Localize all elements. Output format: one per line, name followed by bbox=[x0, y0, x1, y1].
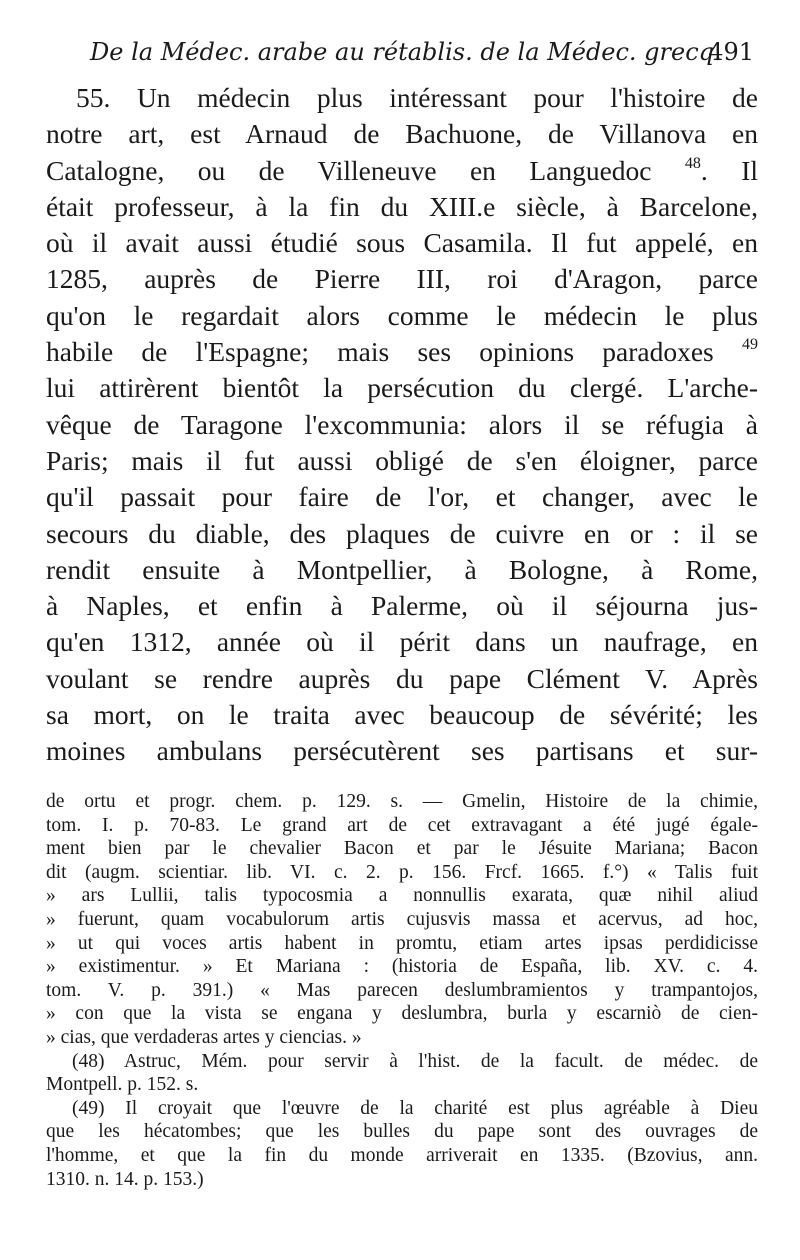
footnotes bbox=[46, 790, 758, 1191]
page-number: 491 bbox=[708, 38, 754, 66]
footnote-line: tom. V. p. 391.) « Mas parecen deslumbramientos y trampantojos, bbox=[46, 979, 758, 1001]
footnote-line: » cias, que verdaderas artes y ciencias. » bbox=[46, 1026, 362, 1048]
text-line: moines ambulans persécutèrent ses partisans et sur- bbox=[46, 735, 758, 767]
footnote-line: Montpell. p. 152. s. bbox=[46, 1074, 199, 1096]
footnote-line: (48) Astruc, Mém. pour servir à l'hist. de la facult. de médec. de bbox=[72, 1050, 758, 1072]
footnote-line: l'homme, et que la fin du monde arriverait en 1335. (Bzovius, ann. bbox=[46, 1144, 758, 1166]
footnote-line: tom. I. p. 70-83. Le grand art de cet extravagant a été jugé égale- bbox=[46, 814, 758, 836]
footnote-line: (49) Il croyait que l'œuvre de la charité est plus agréable à Dieu bbox=[72, 1097, 758, 1119]
footnote-line: » existimentur. » Et Mariana : (historia de España, lib. XV. c. 4. bbox=[46, 956, 758, 978]
text-line: vêque de Taragone l'excommunia: alors il se réfugia à bbox=[46, 408, 758, 440]
text-line: qu'on le regardait alors comme le médecin le plus bbox=[46, 299, 758, 331]
text-line-with-note-49 bbox=[46, 334, 758, 370]
running-head bbox=[46, 30, 758, 72]
text-line-with-note-48 bbox=[46, 153, 758, 189]
text-line: lui attirèrent bientôt la persécution du clergé. L'arche- bbox=[46, 372, 758, 404]
main-paragraph bbox=[46, 80, 758, 770]
running-head-title: De la Médec. arabe au rétablis. de la Médec. grecq. bbox=[90, 38, 722, 66]
text-line: était professeur, à la fin du XIII.e siècle, à Barcelone, bbox=[46, 190, 758, 222]
footnote-line: » ut qui voces artis habent in promtu, etiam artes ipsas perdidicisse bbox=[46, 932, 758, 954]
text-line: qu'il passait pour faire de l'or, et changer, avec le bbox=[46, 481, 758, 513]
text-line: rendit ensuite à Montpellier, à Bologne, à Rome, bbox=[46, 553, 758, 585]
text-line: 1285, auprès de Pierre III, roi d'Aragon, parce bbox=[46, 263, 758, 295]
text-line: Paris; mais il fut aussi obligé de s'en éloigner, parce bbox=[46, 444, 758, 476]
footnote-line: ment bien par le chevalier Bacon et par le Jésuite Mariana; Bacon bbox=[46, 838, 758, 860]
footnote-line: de ortu et progr. chem. p. 129. s. — Gmelin, Histoire de la chimie, bbox=[46, 791, 758, 812]
text-line: voulant se rendre auprès du pape Clément V. Après bbox=[46, 662, 758, 694]
text-line-body: Catalogne, ou de Villeneuve en Languedoc bbox=[46, 154, 652, 186]
footnote-line: » fuerunt, quam vocabulorum artis cujusvis massa et acervus, ad hoc, bbox=[46, 908, 758, 930]
footnote-line: 1310. n. 14. p. 153.) bbox=[46, 1168, 204, 1190]
footnote-line: que les hécatombes; que les bulles du pape sont des ouvrages de bbox=[46, 1121, 758, 1143]
text-line: qu'en 1312, année où il périt dans un naufrage, en bbox=[46, 626, 758, 658]
text-line: secours du diable, des plaques de cuivre en or : il se bbox=[46, 517, 758, 549]
footnote-line: dit (augm. scientiar. lib. VI. c. 2. p. 156. Frcf. 1665. f.°) « Talis fuit bbox=[46, 861, 758, 883]
text-line-tail: . Il bbox=[700, 154, 759, 186]
footnote-continuation bbox=[46, 790, 758, 1050]
footnote-ref-49: 49 bbox=[742, 336, 758, 354]
text-line: où il avait aussi étudié sous Casamila. Il fut appelé, en bbox=[46, 227, 758, 259]
footnote-line: » ars Lullii, talis typocosmia a nonnullis exarata, quæ nihil aliud bbox=[46, 885, 758, 907]
text-line: notre art, est Arnaud de Bachuone, de Villanova en bbox=[46, 118, 758, 150]
text-line-body: habile de l'Espagne; mais ses opinions paradoxes bbox=[46, 336, 714, 368]
text-line: sa mort, on le traita avec beaucoup de sévérité; les bbox=[46, 699, 758, 731]
footnote-49 bbox=[46, 1097, 758, 1191]
footnote-48 bbox=[46, 1050, 758, 1097]
footnote-line: » con que la vista se engana y deslumbra, burla y escarniò de cien- bbox=[46, 1003, 758, 1025]
text-line: à Naples, et enfin à Palerme, où il séjourna jus- bbox=[46, 590, 758, 622]
text-line: 55. Un médecin plus intéressant pour l'histoire de bbox=[76, 82, 758, 113]
footnote-ref-48: 48 bbox=[684, 154, 701, 172]
